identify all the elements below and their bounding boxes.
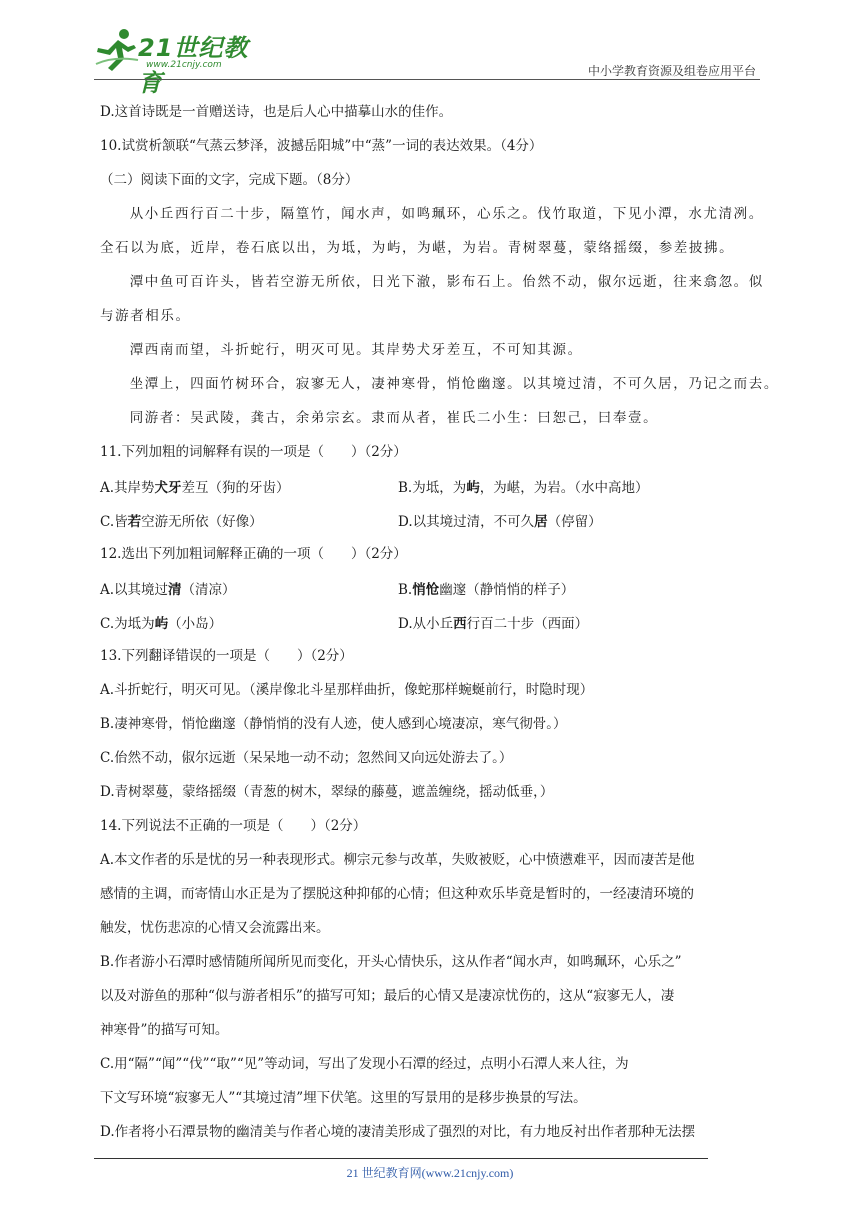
q14-option-a-line: A.本文作者的乐是忧的另一种表现形式。柳宗元参与改革，失败被贬，心中愤懑难平，因而凄苦是他 [100, 852, 695, 868]
q11-options-row [100, 469, 764, 503]
q14-option-b-line: 神寒骨”的描写可知。 [100, 1022, 229, 1038]
q11-stem: 11.下列加粗的词解释有误的一项是（ ）（2分） [100, 444, 407, 460]
q12-option-d: D.从小丘西行百二十步（西面） [398, 616, 589, 632]
passage-line: 与游者相乐。 [100, 308, 191, 324]
q10-stem: 10.试赏析颔联“气蒸云梦泽，波撼岳阳城”中“蒸”一词的表达效果。（4分） [100, 138, 543, 154]
q12-option-a: A.以其境过清（清凉） [100, 582, 236, 598]
footer-divider [94, 1158, 708, 1159]
q12-option-b: B.悄怆幽邃（静悄悄的样子） [398, 582, 575, 598]
logo-text: 21世纪教育 [138, 34, 249, 97]
passage-line: 坐潭上，四面竹树环合，寂寥无人，凄神寒骨，悄怆幽邃。以其境过清，不可久居，乃记之而去。 [129, 376, 779, 392]
q11-options-row [100, 503, 764, 537]
q14-option-b-line: 以及对游鱼的那种“似与游者相乐”的描写可知；最后的心情又是凄凉忧伤的，这从“寂寥无人，凄 [100, 988, 675, 1004]
q14-option-a-line: 感情的主调，而寄情山水正是为了摆脱这种抑郁的心情；但这种欢乐毕竟是暂时的，一经凄清环境的 [100, 886, 694, 902]
passage-line: 全石以为底，近岸，卷石底以出，为坻，为屿，为嵁，为岩。青树翠蔓，蒙络摇缀，参差披拂。 [100, 240, 735, 256]
passage-line: 从小丘西行百二十步，隔篁竹，闻水声，如鸣珮环，心乐之。伐竹取道，下见小潭，水尤清冽。 [129, 206, 764, 222]
q13-option-d: D.青树翠蔓，蒙络摇缀（青葱的树木，翠绿的藤蔓，遮盖缠绕，摇动低垂，） [100, 784, 554, 800]
q11-option-b: B.为坻，为屿，为嵁，为岩。（水中高地） [398, 480, 649, 496]
q14-option-d-line: D.作者将小石潭景物的幽清美与作者心境的凄清美形成了强烈的对比，有力地反衬出作者那种无法摆 [100, 1124, 696, 1140]
q13-option-c: C.佁然不动，俶尔远逝（呆呆地一动不动；忽然间又向远处游去了。） [100, 750, 513, 766]
q12-options-row [100, 571, 764, 605]
page-header [94, 18, 758, 97]
header-divider [94, 79, 760, 80]
q11-option-a: A.其岸势犬牙差互（狗的牙齿） [100, 480, 290, 496]
logo-url: www.21cnjy.com [146, 60, 222, 70]
logo [94, 26, 264, 97]
q14-stem: 14.下列说法不正确的一项是（ ）（2分） [100, 818, 367, 834]
q14-option-b-line: B.作者游小石潭时感情随所闻所见而变化，开头心情快乐，这从作者“闻水声，如鸣珮环，心乐之” [100, 954, 682, 970]
q11-option-c: C.皆若空游无所依（好像） [100, 514, 263, 530]
q13-option-a: A.斗折蛇行，明灭可见。（溪岸像北斗星那样曲折，像蛇那样蜿蜒前行，时隐时现） [100, 682, 594, 698]
platform-name: 中小学教育资源及组卷应用平台 [587, 64, 756, 78]
footer-source[interactable]: 21 世纪教育网(www.21cnjy.com) [346, 1166, 514, 1180]
section-2-title: （二）阅读下面的文字，完成下题。（8分） [100, 172, 359, 188]
q12-stem: 12.选出下列加粗词解释正确的一项（ ）（2分） [100, 546, 407, 562]
q9-option-d: D.这首诗既是一首赠送诗，也是后人心中描摹山水的佳作。 [100, 104, 453, 120]
q14-option-a-line: 触发，忧伤悲凉的心情又会流露出来。 [100, 920, 330, 936]
document-body [100, 95, 779, 1149]
q12-options-row [100, 605, 764, 639]
q12-option-c: C.为坻为屿（小岛） [100, 616, 223, 632]
runner-logo-icon [94, 26, 140, 72]
q14-option-c-line: 下文写环境“寂寥无人”“其境过清”埋下伏笔。这里的写景用的是移步换景的写法。 [100, 1090, 587, 1106]
q13-stem: 13.下列翻译错误的一项是（ ）（2分） [100, 648, 353, 664]
passage-line: 潭西南而望，斗折蛇行，明灭可见。其岸势犬牙差互，不可知其源。 [129, 342, 583, 358]
q11-option-d: D.以其境过清，不可久居（停留） [398, 514, 602, 530]
passage-line: 潭中鱼可百许头，皆若空游无所依，日光下澈，影布石上。佁然不动，俶尔远逝，往来翕忽。似 [129, 274, 764, 290]
passage-line: 同游者：吴武陵，龚古，余弟宗玄。隶而从者，崔氏二小生：曰恕己，曰奉壹。 [129, 410, 659, 426]
q13-option-b: B.凄神寒骨，悄怆幽邃（静悄悄的没有人迹，使人感到心境凄凉，寒气彻骨。） [100, 716, 567, 732]
q14-option-c-line: C.用“隔”“闻”“伐”“取”“见”等动词，写出了发现小石潭的经过，点明小石潭人来人往，为 [100, 1056, 629, 1072]
